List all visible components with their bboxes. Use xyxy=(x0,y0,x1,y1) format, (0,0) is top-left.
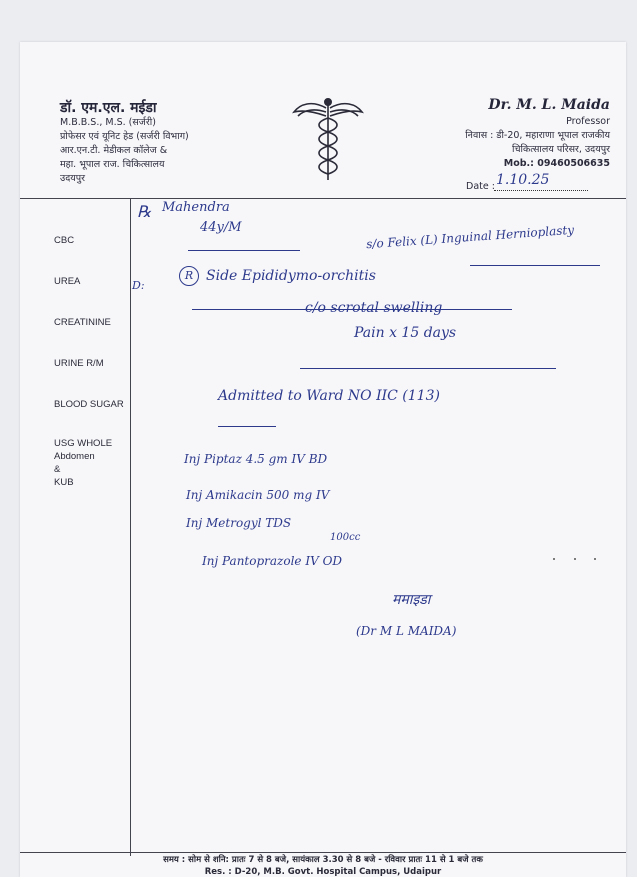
medication-4: Inj Pantoprazole IV OD xyxy=(202,554,343,568)
signature-name: (Dr M L MAIDA) xyxy=(356,624,457,638)
stray-dot xyxy=(553,558,555,560)
patient-underline xyxy=(188,250,300,251)
dx-prefix: D: xyxy=(132,279,145,292)
test-creatinine: CREATININE xyxy=(54,317,111,328)
header-divider xyxy=(20,198,626,199)
doctor-name-english: Dr. M. L. Maida xyxy=(488,97,610,113)
address-line-2: चिकित्सालय परिसर, उदयपुर xyxy=(512,144,610,155)
date-value: 1.10.25 xyxy=(496,172,550,188)
test-urine-rm: URINE R/M xyxy=(54,358,104,369)
mobile-number: Mob.: 09460506635 xyxy=(503,158,610,169)
medication-2: Inj Amikacin 500 mg IV xyxy=(186,488,330,502)
qualifications-line: M.B.B.S., M.S. (सर्जरी) xyxy=(60,117,156,128)
date-label: Date : xyxy=(466,181,495,192)
test-kub: KUB xyxy=(54,477,74,488)
complaint-line-1: c/o scrotal swelling xyxy=(305,300,443,316)
medication-3: Inj Metrogyl TDS xyxy=(186,516,292,530)
test-cbc: CBC xyxy=(54,235,75,246)
college-line: आर.एन.टी. मेडीकल कॉलेज & xyxy=(60,145,168,156)
designation-hindi-line: प्रोफेसर एवं यूनिट हेड (सर्जरी विभाग) xyxy=(60,131,189,142)
side-circle-marker: R xyxy=(179,266,199,286)
stray-dot xyxy=(574,558,576,560)
test-usg-whole: USG WHOLE xyxy=(54,438,113,449)
complaint-underline xyxy=(300,368,556,369)
doctor-name-hindi: डॉ. एम.एल. मईडा xyxy=(60,100,157,116)
medication-annotation: 100cc xyxy=(330,532,361,543)
caduceus-logo-icon xyxy=(292,94,364,184)
patient-name: Mahendra xyxy=(162,200,230,215)
referral-underline xyxy=(470,265,600,266)
complaint-line-2: Pain x 15 days xyxy=(354,325,457,341)
doctor-designation: Professor xyxy=(566,116,610,127)
diagnosis-text: Side Epididymo-orchitis xyxy=(206,268,376,284)
test-blood-sugar: BLOOD SUGAR xyxy=(54,399,124,410)
column-divider xyxy=(130,198,131,856)
rx-symbol: ℞ xyxy=(137,202,152,221)
test-urea: UREA xyxy=(54,276,81,287)
signature: ममाइडा xyxy=(392,592,431,608)
hospital-line: महा. भूपाल राज. चिकित्सालय xyxy=(60,159,165,170)
admission-underline xyxy=(218,426,276,427)
admission-note: Admitted to Ward NO IIC (113) xyxy=(218,388,440,404)
city-line: उदयपुर xyxy=(60,173,86,184)
test-ampersand: & xyxy=(54,464,61,475)
patient-age-sex: 44y/M xyxy=(200,220,242,235)
medication-1: Inj Piptaz 4.5 gm IV BD xyxy=(184,452,328,466)
referral-note: s/o Felix (L) Inguinal Hernioplasty xyxy=(365,222,575,252)
residence-address: Res. : D-20, M.B. Govt. Hospital Campus, Udaipur xyxy=(204,867,442,877)
address-line-1: निवास : डी-20, महाराणा भूपाल राजकीय xyxy=(465,130,610,141)
stray-dot xyxy=(594,558,596,560)
prescription-sheet xyxy=(20,42,626,877)
clinic-timing: समय : सोम से शनि: प्रातः 7 से 8 बजे, सायंकाल 3.30 से 8 बजे - रविवार प्रातः 11 से 1 बजे तक xyxy=(163,855,483,865)
date-underline xyxy=(494,190,588,191)
test-abdomen: Abdomen xyxy=(54,451,95,462)
